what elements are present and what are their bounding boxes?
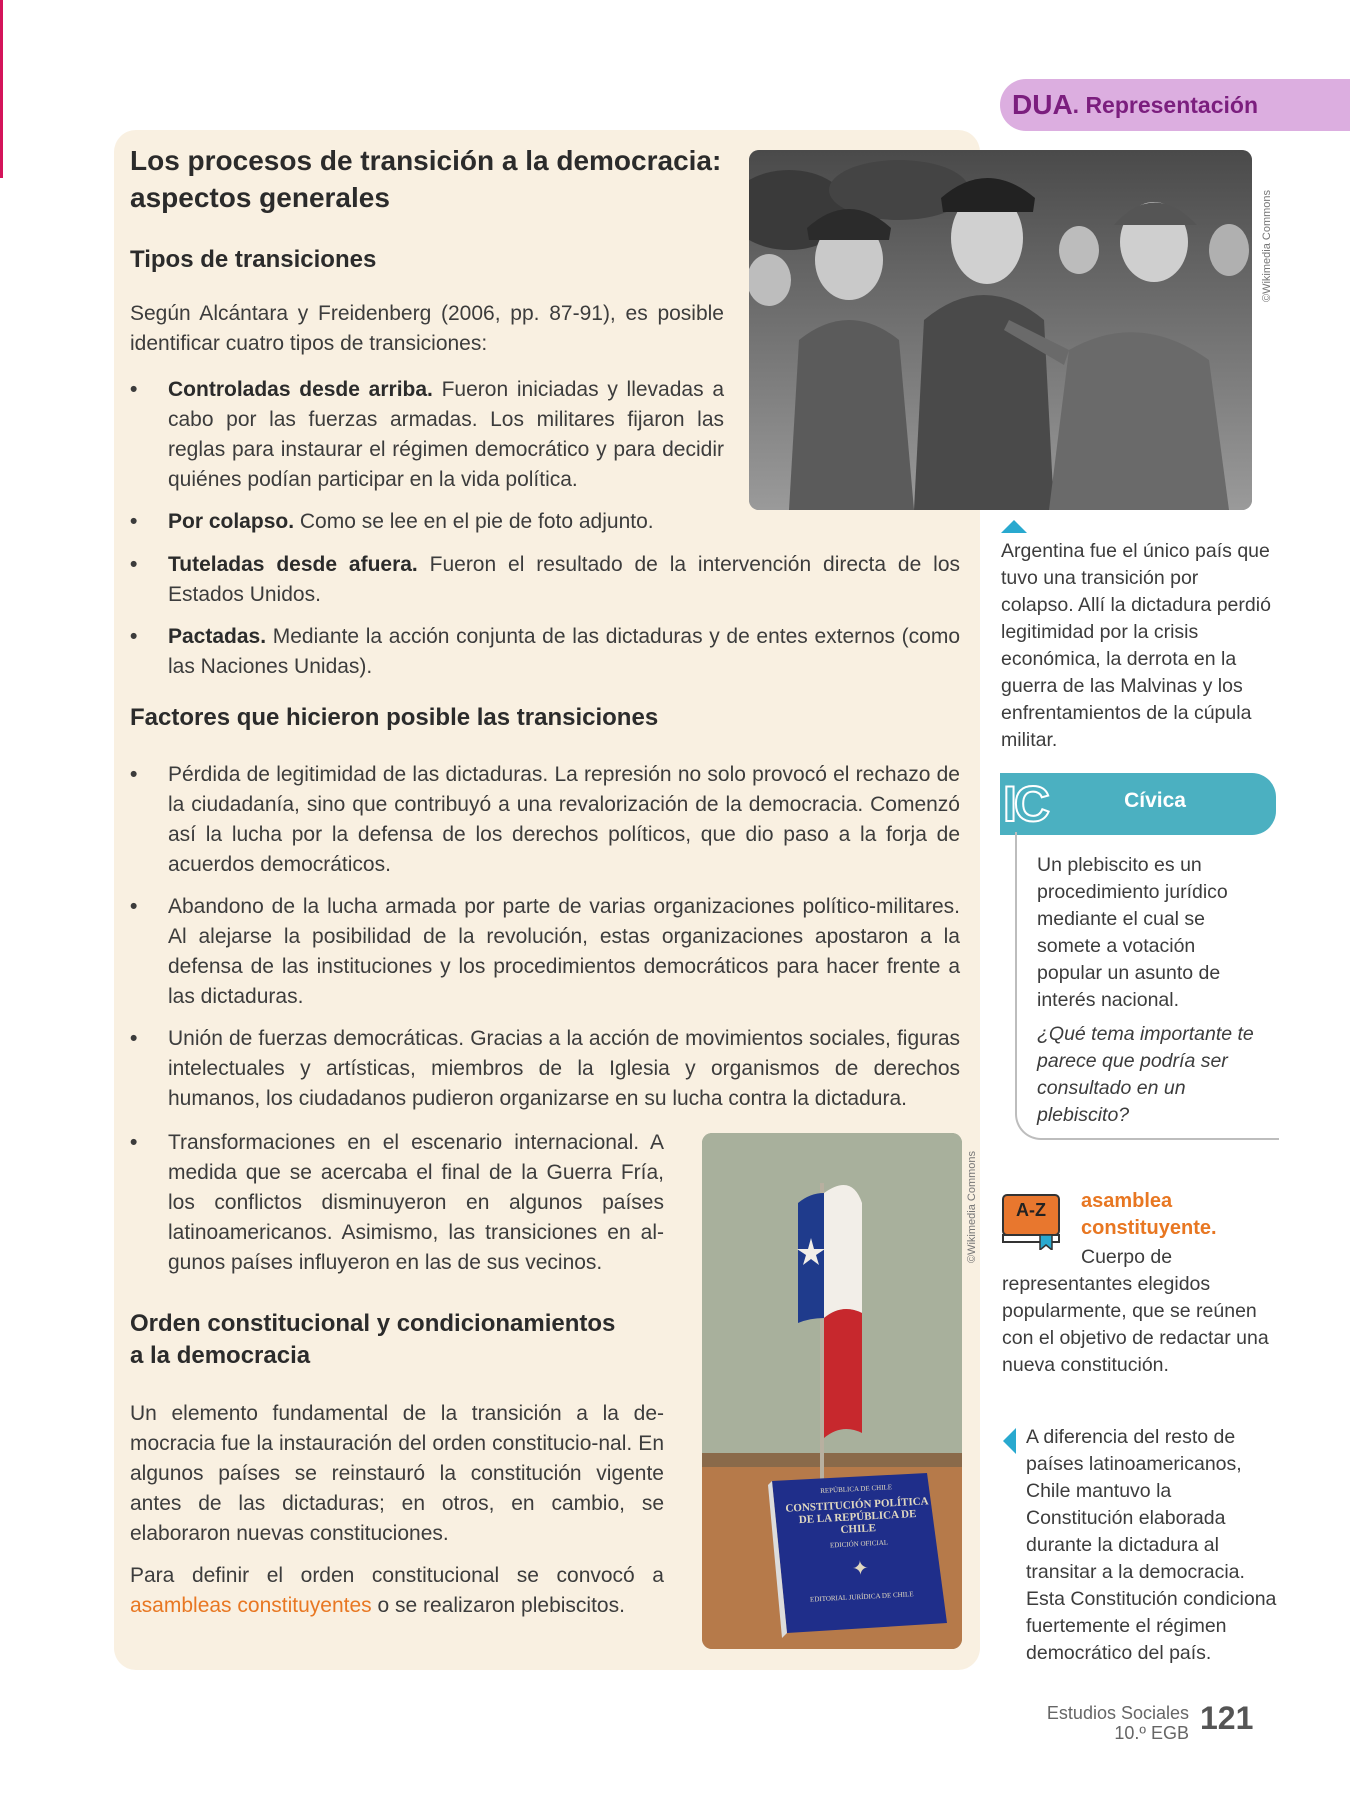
paragraph-text-after: o se realizaron plebiscitos. <box>371 1594 625 1617</box>
chile-constitution-photo <box>702 1133 962 1649</box>
book-publisher: EDITORIAL JURÍDICA DE CHILE <box>809 1590 914 1604</box>
plebiscite-paragraph <box>130 1561 664 1621</box>
list-item-text: Pérdida de legitimidad de las dictaduras. La represión no solo provocó el rechazo de la ciudadanía, sino que contribuyó a una revalorización de la democracia. Comenzó así la lucha por la defensa de los derechos políticos, que dio paso a la forja de acuerdos democráticos. <box>168 763 960 876</box>
list-item-text: Como se lee en el pie de foto adjunto. <box>294 510 654 533</box>
civica-logo-icon: IC <box>1003 776 1047 832</box>
list-item-text: Fueron iniciadas y llevadas a cabo por las fuerzas armadas. Los militares fijaron las reglas para instaurar el régimen democrático y para decidir quiénes podían participar en la vida política. <box>168 378 725 491</box>
heading-tipos-transiciones: Tipos de transiciones <box>130 246 377 273</box>
civica-title: Cívica <box>1124 789 1186 812</box>
list-item-text: Fueron el resultado de la intervención directa de los Estados Unidos. <box>168 553 960 606</box>
glossary-definition-start: Cuerpo de <box>1081 1246 1173 1268</box>
constitutional-paragraph: Un elemento fundamental de la transición a la de-mocracia fue la instauración del orden constitucio-nal. En algunos países se reinstauró la constitución vigente antes de las dictaduras; en otros, en cambio, se elaboraron nuevas constituciones. <box>130 1402 664 1545</box>
civica-text: Un plebiscito es un procedimiento jurídico mediante el cual se somete a votación popular un asunto de interés nacional. <box>1037 854 1228 1011</box>
list-item: • Por colapso. Como se lee en el pie de foto adjunto. <box>130 510 654 533</box>
page-title: Los procesos de transición a la democracia: aspectos generales <box>130 145 722 213</box>
military-leaders-illustration <box>749 150 1252 510</box>
caption-chile: A diferencia del resto de países latinoamericanos, Chile mantuvo la Constitución elaborada durante la dictadura al transitar a la democracia. Esta Constitución condiciona fuertemente el régimen democrático del país. <box>1026 1426 1277 1664</box>
list-item-term: Por colapso. <box>168 510 295 533</box>
list-item: • Pactadas. Mediante la acción conjunta de las dictaduras y de entes externos (como las Naciones Unidas). <box>130 625 960 678</box>
book-top-text: REPÚBLICA DE CHILE <box>820 1483 893 1495</box>
list-item-text: Abandono de la lucha armada por parte de varias organizaciones político-militares. Al alejarse la posibilidad de la revolución, estas organizaciones apostaron a la defensa de las instituciones y los procedimientos democráticos para hacer frente a las dictaduras. <box>168 895 960 1008</box>
dua-badge <box>1000 79 1350 131</box>
heading-factores: Factores que hicieron posible las transiciones <box>130 704 659 731</box>
book-grade: 10.º EGB <box>1114 1723 1189 1743</box>
page-edge-marker <box>0 0 3 178</box>
glossary-link-asambleas[interactable]: asambleas constituyentes <box>130 1594 372 1617</box>
heading-line-2: a la democracia <box>130 1342 311 1369</box>
book-info <box>1025 1703 1189 1743</box>
paragraph-text-before: Para definir el orden constitucional se convocó a <box>130 1564 664 1587</box>
photo-credit: ©Wikimedia Commons <box>966 1150 978 1263</box>
heading-orden-constitucional <box>130 1308 650 1372</box>
list-item: • Tuteladas desde afuera. Fueron el resultado de la intervención directa de los Estados Unidos. <box>130 553 960 606</box>
page-number: 121 <box>1200 1700 1254 1736</box>
list-item: • Controladas desde arriba. Fueron iniciadas y llevadas a cabo por las fuerzas armadas. Los militares fijaron las reglas para instaurar el régimen democrático y para decidir quiénes podían participar en la vida política. <box>130 378 725 491</box>
glossary-icon-label: A-Z <box>1016 1200 1046 1220</box>
list-item-term: Controladas desde arriba. <box>168 378 433 401</box>
list-item-term: Tuteladas desde afuera. <box>168 553 418 576</box>
chile-coat-of-arms-icon: ✦ <box>851 1557 870 1581</box>
caption-arrow-left-icon <box>1003 1428 1016 1454</box>
list-item-text: Mediante la acción conjunta de las dictaduras y de entes externos (como las Naciones Unidas). <box>168 625 960 678</box>
dua-subtitle: . Representación <box>1072 91 1259 118</box>
book-subject: Estudios Sociales <box>1046 1703 1189 1723</box>
list-item-term: Pactadas. <box>168 625 267 648</box>
list-item: • Transformaciones en el escenario internacional. A medida que se acercaba el final de la Guerra Fría, los conflictos disminuyeron en algunos países latinoamericanos. Asimismo, las transiciones en al-gunos países influyeron en las de sus vecinos. <box>130 1128 664 1278</box>
heading-line-1: Orden constitucional y condicionamientos <box>130 1310 616 1337</box>
dua-label: DUA <box>1012 89 1073 120</box>
glossary-definition: representantes elegidos popularmente, que se reúnen con el objetivo de redactar una nueva constitución. <box>1002 1273 1269 1376</box>
civica-question: ¿Qué tema importante te parece que podría ser consultado en un plebiscito? <box>1037 1023 1254 1126</box>
military-leaders-photo <box>749 150 1252 510</box>
list-item: • Abandono de la lucha armada por parte de varias organizaciones político-militares. Al alejarse la posibilidad de la revolución, estas organizaciones apostaron a la defensa de las instituciones y los procedimientos democráticos para hacer frente a las dictaduras. <box>130 892 960 1012</box>
book-edition: EDICIÓN OFICIAL <box>829 1538 889 1550</box>
book-cover <box>781 1481 937 1605</box>
photo-credit: ©Wikimedia Commons <box>1261 189 1273 302</box>
caption-argentina: Argentina fue el único país que tuvo una transición por colapso. Allí la dictadura perdió legitimidad por la crisis económica, la derrota en la guerra de las Malvinas y los enfrentamientos de la cúpula militar. <box>1001 540 1271 751</box>
book-title: CONSTITUCIÓN POLÍTICA DE LA REPÚBLICA DE CHILE <box>785 1495 929 1536</box>
glossary-term: asamblea constituyente. <box>1081 1190 1217 1239</box>
list-item-text: Transformaciones en el escenario internacional. A medida que se acercaba el final de la Guerra Fría, los conflictos disminuyeron en algunos países latinoamericanos. Asimismo, las transiciones en al-gunos países influyeron en las de sus vecinos. <box>168 1131 664 1274</box>
list-item: • Unión de fuerzas democráticas. Gracias a la acción de movimientos sociales, figuras intelectuales y artísticas, miembros de la Iglesia y organismos de derechos humanos, los ciudadanos pudieron organizarse en su lucha contra la dictadura. <box>130 1024 960 1114</box>
intro-paragraph: Según Alcántara y Freidenberg (2006, pp. 87-91), es posible identificar cuatro tipos de transiciones: <box>130 302 724 355</box>
glossary-az-icon <box>1002 1194 1060 1250</box>
list-item-text: Unión de fuerzas democráticas. Gracias a la acción de movimientos sociales, figuras intelectuales y artísticas, miembros de la Iglesia y organismos de derechos humanos, los ciudadanos pudieron organizarse en su lucha contra la dictadura. <box>168 1027 960 1110</box>
list-item: • Pérdida de legitimidad de las dictaduras. La represión no solo provocó el rechazo de la ciudadanía, sino que contribuyó a una revalorización de la democracia. Comenzó así la lucha por la defensa de los derechos políticos, que dio paso a la forja de acuerdos democráticos. <box>130 760 960 880</box>
caption-arrow-up-icon <box>1001 520 1027 533</box>
